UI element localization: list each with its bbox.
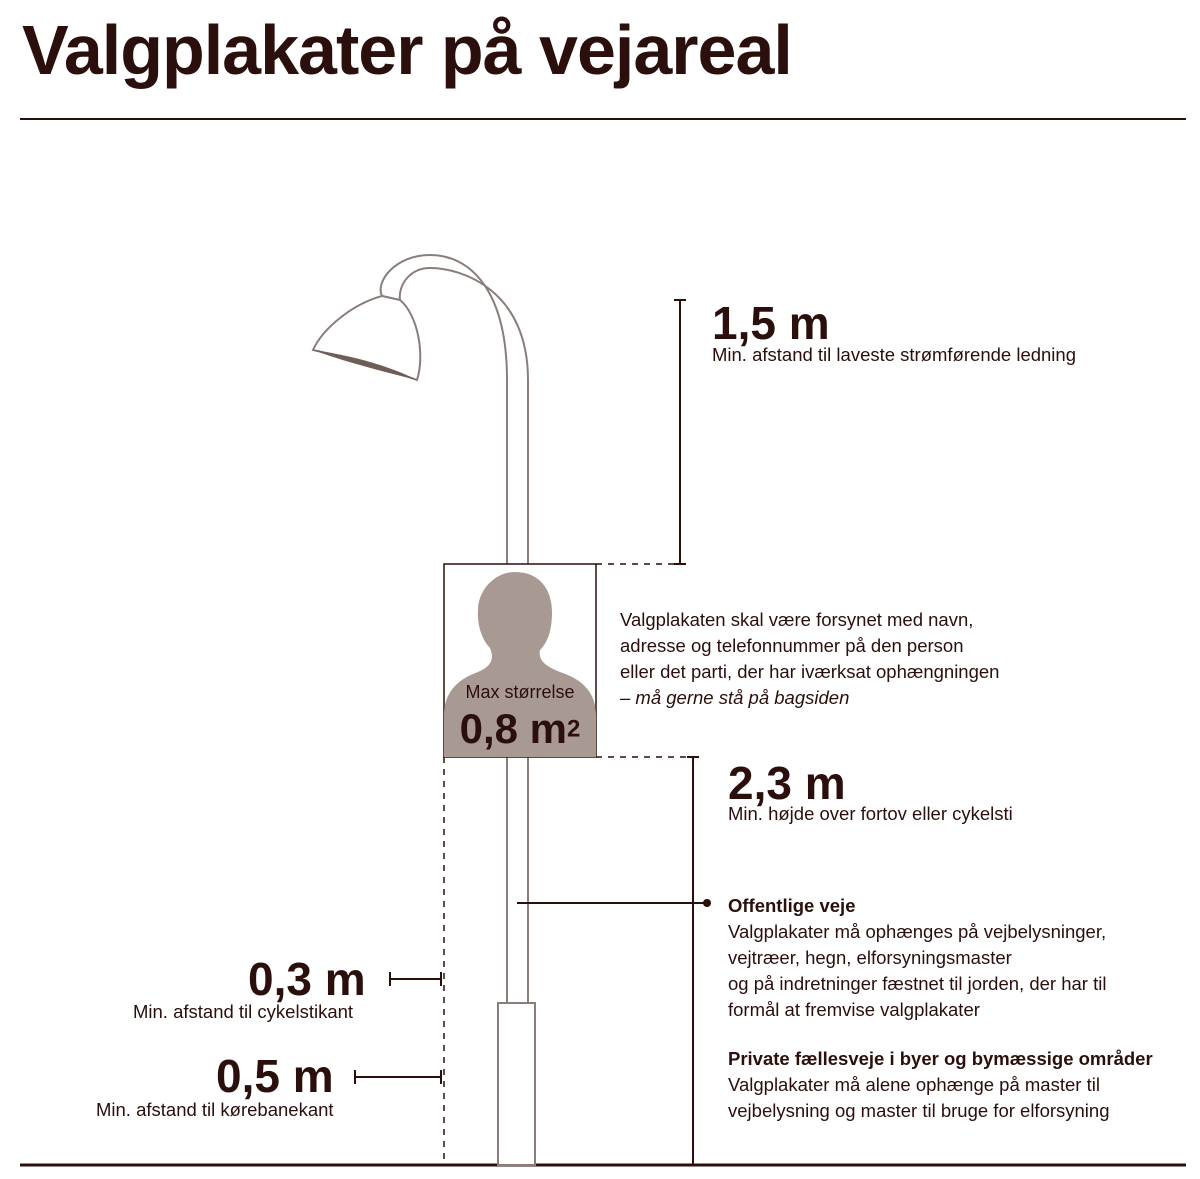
public-roads-line: Valgplakater må ophænges på vejbelysninger,: [728, 921, 1107, 942]
cycle-distance-value: 0,3 m: [248, 953, 366, 1005]
top-distance-label: Min. afstand til laveste strømførende ledning: [712, 344, 1076, 365]
road-distance-label: Min. afstand til kørebanekant: [96, 1099, 334, 1120]
lamp-shade: [313, 296, 420, 380]
public-roads: [728, 893, 1106, 1023]
cycle-distance-label: Min. afstand til cykelstikant: [133, 1001, 354, 1022]
poster-size-number: 0,8 m: [459, 705, 568, 752]
poster-note-line: adresse og telefonnummer på den person: [620, 635, 964, 656]
height-value: 2,3 m: [728, 757, 846, 809]
poster-size-exponent: 2: [567, 715, 581, 743]
poster-size-value: [445, 705, 595, 752]
public-roads-line: formål at fremvise valgplakater: [728, 999, 980, 1020]
page-title: Valgplakater på vejareal: [22, 11, 792, 89]
road-distance-value: 0,5 m: [216, 1050, 334, 1102]
poster-note-italic: – må gerne stå på bagsiden: [620, 687, 850, 708]
top-distance-value: 1,5 m: [712, 297, 830, 349]
public-roads-line: vejtræer, hegn, elforsyningsmaster: [728, 947, 1012, 968]
private-roads-line: Valgplakater må alene ophænge på master til: [728, 1074, 1100, 1095]
pole-base: [498, 1003, 535, 1165]
private-roads-heading: Private fællesveje i byer og bymæssige områder: [728, 1048, 1153, 1069]
poster-note: [620, 607, 999, 711]
poster-size-label: Max størrelse: [465, 682, 575, 702]
public-roads-heading: Offentlige veje: [728, 895, 856, 916]
private-roads-line: vejbelysning og master til bruge for elforsyning: [728, 1100, 1110, 1121]
public-roads-line: og på indretninger fæstnet til jorden, der har til: [728, 973, 1107, 994]
height-label: Min. højde over fortov eller cykelsti: [728, 803, 1013, 824]
private-roads: [728, 1046, 1153, 1124]
public-roads-pointer-dot: [703, 899, 711, 907]
poster-note-line: eller det parti, der har iværksat ophængningen: [620, 661, 1000, 682]
poster-note-line: Valgplakaten skal være forsynet med navn,: [620, 609, 974, 630]
